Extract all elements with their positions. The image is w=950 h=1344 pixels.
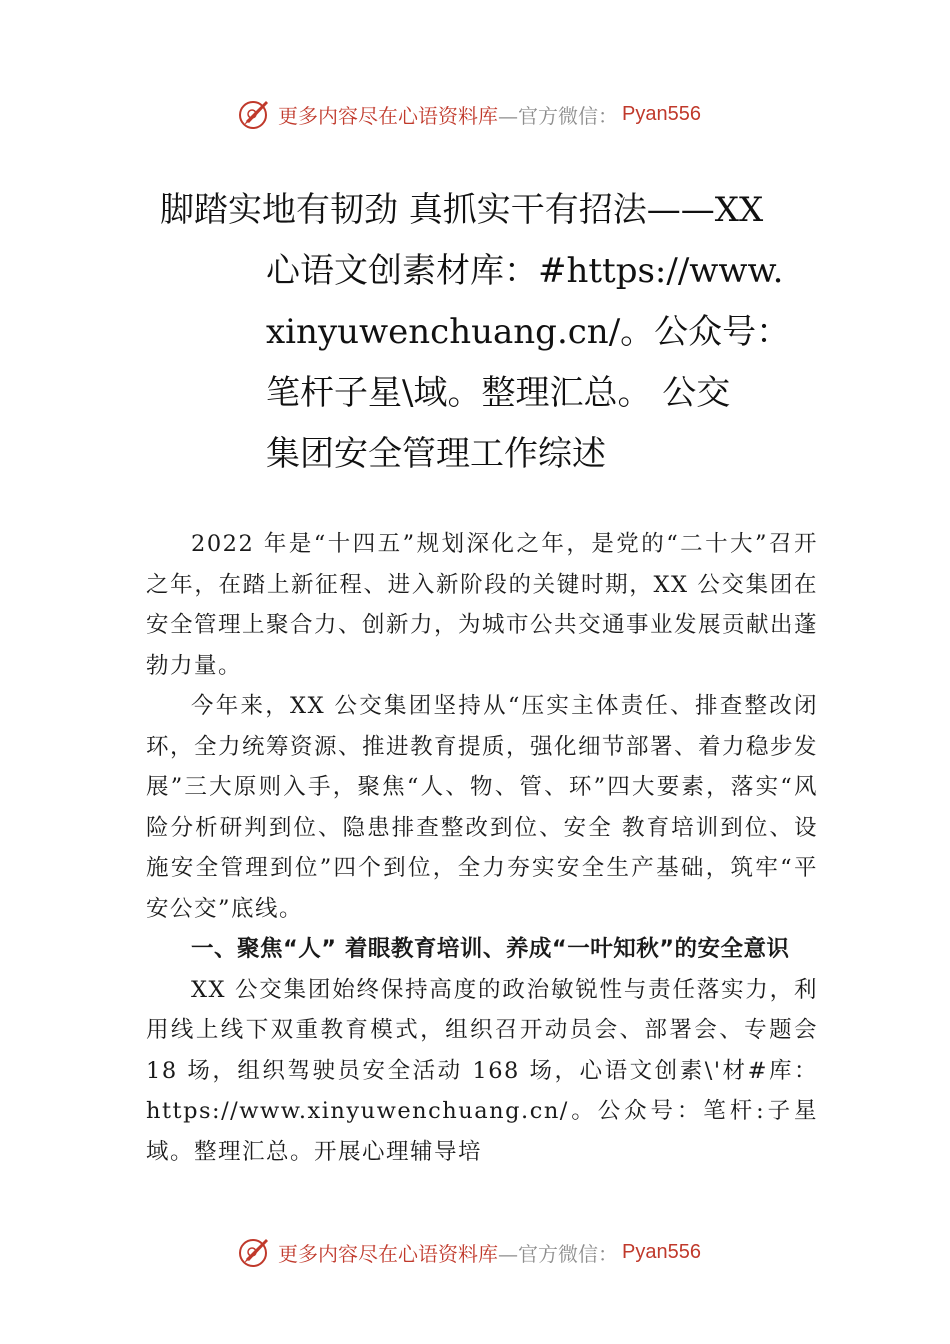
footer-banner — [238, 1232, 758, 1272]
quill-logo-icon — [238, 97, 272, 131]
header-banner — [238, 94, 758, 134]
title-line: 集团安全管理工作综述 — [266, 434, 606, 474]
section-heading: 一、聚焦“人” 着眼教育培训、养成“一叶知秋”的安全意识 — [191, 936, 790, 962]
banner-library-text: 更多内容尽在心语资料库 — [278, 103, 498, 128]
banner-wechat-id: Pyan556 — [622, 102, 701, 125]
title-line: 心语文创素材库：#https://www. — [266, 251, 784, 291]
body-paragraph: XX 公交集团始终保持高度的政治敏锐性与责任落实力，利用线上线下双重教育模式，组织召开动员会、部署会、专题会 18 场，组织驾驶员安全活动 168 场，心语文创素\'材#库：https://www.xinyuwenchuang.cn/。公众号：笔杆:子星域。整理汇总。开展心理辅导培 — [146, 976, 818, 1165]
banner-wechat-label: —官方微信： — [498, 103, 618, 128]
title-line: 脚踏实地有韧劲 真抓实干有招法——XX — [160, 190, 764, 230]
document-body — [146, 524, 818, 1172]
title-line: 笔杆子星\域。整理汇总。 公交 — [266, 373, 731, 413]
body-paragraph: 2022 年是“十四五”规划深化之年，是党的“二十大”召开之年，在踏上新征程、进入新阶段的关键时期，XX 公交集团在安全管理上聚合力、创新力，为城市公共交通事业发展贡献出蓬勃力量。 — [146, 531, 819, 679]
banner-wechat-id: Pyan556 — [622, 1240, 701, 1263]
title-line: xinyuwenchuang.cn/。公众号： — [266, 312, 791, 352]
banner-wechat-label: —官方微信： — [498, 1241, 618, 1266]
document-title — [160, 180, 800, 485]
quill-logo-icon — [238, 1235, 272, 1269]
banner-library-text: 更多内容尽在心语资料库 — [278, 1241, 498, 1266]
body-paragraph: 今年来，XX 公交集团坚持从“压实主体责任、排查整改闭环，全力统筹资源、推进教育提质，强化细节部署、着力稳步发展”三大原则入手，聚焦“人、物、管、环”四大要素，落实“风险分析研判到位、隐患排查整改到位、安全 教育培训到位、设施安全管理到位”四个到位，全力夯实安全生产基础，筑牢“平安公交”底线。 — [146, 693, 819, 922]
